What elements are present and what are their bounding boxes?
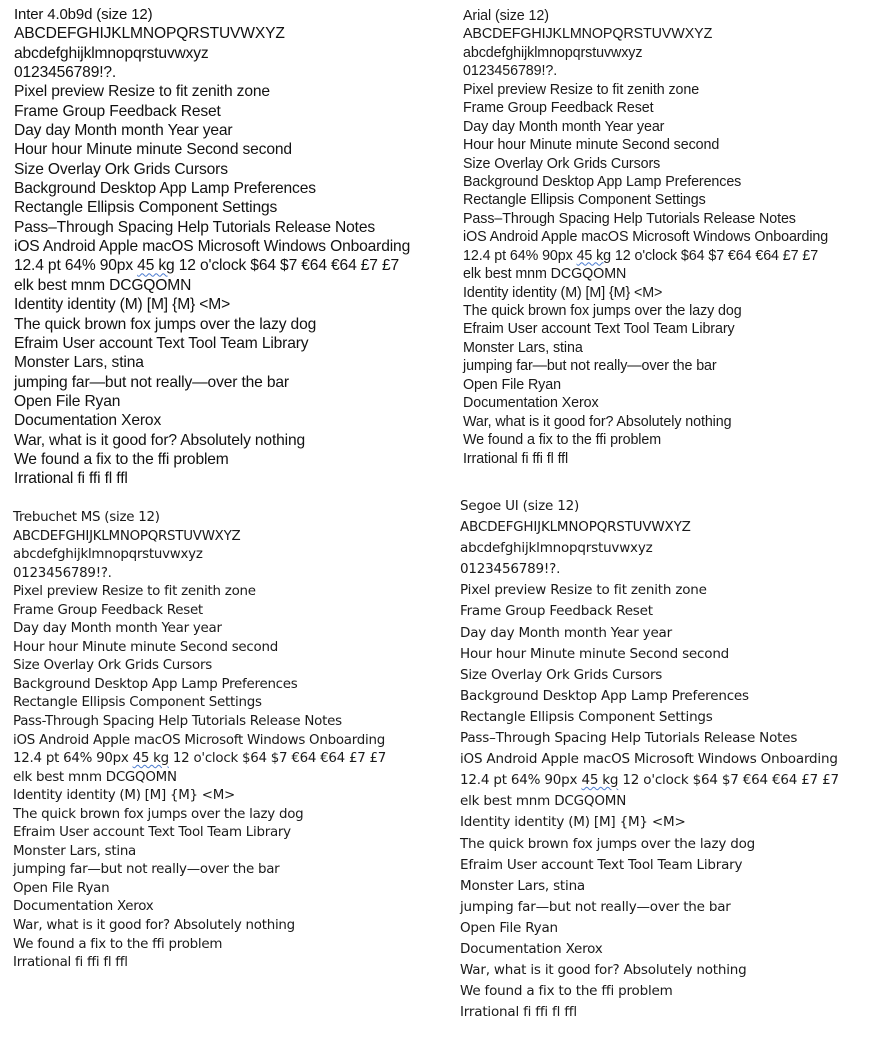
specimen-line: Open File Ryan [460,919,558,936]
specimen-line: iOS Android Apple macOS Microsoft Windows Onboarding [13,732,385,748]
specimen-line: We found a fix to the ffi problem [460,983,673,1000]
specimen-line: Day day Month month Year year [13,621,222,637]
specimen-line: Pixel preview Resize to fit zenith zone [14,83,270,101]
specimen-line: Hour hour Minute minute Second second [460,645,730,662]
specimen-line: Monster Lars, stina [460,877,586,894]
specimen-line-uppercase: ABCDEFGHIJKLMNOPQRSTUVWXYZ [460,519,691,536]
specimen-title: Segoe UI (size 12) [460,498,580,514]
specimen-line: Hour hour Minute minute Second second [463,137,720,154]
specimen-title: Arial (size 12) [463,8,549,24]
specimen-line: Size Overlay Ork Grids Cursors [460,666,663,683]
specimen-line: Monster Lars, stina [14,354,144,372]
specimen-line: Irrational fi ffi fl ffl [460,1004,577,1021]
specimen-line: Hour hour Minute minute Second second [14,141,292,159]
specimen-line: Background Desktop App Lamp Preferences [463,173,742,190]
specimen-line: Rectangle Ellipsis Component Settings [460,708,713,725]
specimen-line: Efraim User account Text Tool Team Library [460,856,743,873]
spellcheck-squiggle: 45 kg [576,247,612,264]
specimen-line: elk best mnm DCGQOMN [14,276,192,294]
specimen-line: Rectangle Ellipsis Component Settings [14,199,278,217]
specimen-trebuchet [13,509,386,973]
specimen-line: Day day Month month Year year [460,624,672,641]
specimen-line: Open File Ryan [14,392,121,410]
specimen-line-lowercase: abcdefghijklmnopqrstuvwxyz [14,44,209,62]
specimen-line: Day day Month month Year year [14,122,233,140]
specimen-line: Efraim User account Text Tool Team Library [463,321,735,338]
specimen-line: Pass-Through Spacing Help Tutorials Release Notes [13,714,342,730]
specimen-line: Background Desktop App Lamp Preferences [460,687,749,704]
specimen-line: We found a fix to the ffi problem [463,432,662,449]
specimen-line: Pass–Through Spacing Help Tutorials Release Notes [14,218,376,236]
specimen-line: Open File Ryan [463,376,561,393]
specimen-line: We found a fix to the ffi problem [14,450,229,468]
specimen-line: Documentation Xerox [463,395,599,412]
specimen-line: Irrational fi ffi fl ffl [14,470,128,488]
specimen-title: Trebuchet MS (size 12) [13,510,160,525]
specimen-line: Frame Group Feedback Reset [13,602,203,618]
specimen-line: Identity identity (M) [M] {M} <M> [460,814,686,831]
specimen-line: War, what is it good for? Absolutely nothing [14,431,306,449]
specimen-line: Frame Group Feedback Reset [463,100,654,117]
specimen-line: The quick brown fox jumps over the lazy dog [13,806,304,822]
specimen-line: Day day Month month Year year [463,118,665,135]
specimen-line-units: 12.4 pt 64% 90px 45 kg 12 o'clock $64 $7 €64 €64 £7 £7 [463,247,819,264]
specimen-line: The quick brown fox jumps over the lazy dog [14,315,317,333]
specimen-line: Pixel preview Resize to fit zenith zone [463,81,700,98]
specimen-line: Size Overlay Ork Grids Cursors [463,155,661,172]
specimen-line-units: 12.4 pt 64% 90px 45 kg 12 o'clock $64 $7 €64 €64 £7 £7 [13,751,387,767]
specimen-line: Documentation Xerox [13,899,154,915]
specimen-line: jumping far—but not really—over the bar [13,862,280,878]
specimen-line: Monster Lars, stina [463,339,583,356]
specimen-line: jumping far—but not really—over the bar [14,373,289,391]
specimen-line: Open File Ryan [13,880,110,896]
specimen-line: iOS Android Apple macOS Microsoft Windows Onboarding [14,238,411,256]
specimen-line: Background Desktop App Lamp Preferences [14,180,316,198]
specimen-line: Identity identity (M) [M] {M} <M> [463,284,663,301]
specimen-title: Inter 4.0b9d (size 12) [14,6,153,23]
specimen-line: jumping far—but not really—over the bar [463,358,717,375]
specimen-line-uppercase: ABCDEFGHIJKLMNOPQRSTUVWXYZ [13,528,241,544]
specimen-line: Rectangle Ellipsis Component Settings [13,695,262,711]
specimen-line-digits: 0123456789!?. [14,64,117,82]
specimen-line: jumping far—but not really—over the bar [460,898,731,915]
specimen-line: War, what is it good for? Absolutely nothing [463,413,732,430]
spellcheck-squiggle: 45 kg [137,257,175,275]
specimen-arial [463,7,828,468]
specimen-line-digits: 0123456789!?. [460,561,561,578]
specimen-line: Background Desktop App Lamp Preferences [13,676,298,692]
specimen-line: Hour hour Minute minute Second second [13,639,278,655]
specimen-line-digits: 0123456789!?. [13,565,112,581]
specimen-line: Pass–Through Spacing Help Tutorials Release Notes [460,730,798,747]
spellcheck-squiggle: 45 kg [581,772,619,789]
specimen-line-units: 12.4 pt 64% 90px 45 kg 12 o'clock $64 $7 €64 €64 £7 £7 [460,772,839,789]
specimen-line: elk best mnm DCGQOMN [13,769,177,785]
specimen-line: Pixel preview Resize to fit zenith zone [460,582,707,599]
specimen-line-lowercase: abcdefghijklmnopqrstuvwxyz [13,547,203,563]
specimen-line: Pass–Through Spacing Help Tutorials Release Notes [463,210,796,227]
specimen-line: Frame Group Feedback Reset [14,102,221,120]
specimen-segoe [460,496,839,1023]
specimen-line: The quick brown fox jumps over the lazy dog [463,303,742,319]
specimen-line-digits: 0123456789!?. [463,63,558,80]
specimen-line: Efraim User account Text Tool Team Library [14,334,309,352]
specimen-line: elk best mnm DCGQOMN [460,793,627,810]
specimen-line: Documentation Xerox [14,412,162,430]
specimen-line: Rectangle Ellipsis Component Settings [463,192,706,209]
specimen-line: elk best mnm DCGQOMN [463,266,627,283]
spellcheck-squiggle: 45 kg [132,751,169,767]
specimen-line: Size Overlay Ork Grids Cursors [14,160,228,178]
specimen-line: Pixel preview Resize to fit zenith zone [13,584,256,600]
specimen-line: Irrational fi ffi fl ffl [463,450,569,467]
specimen-line: War, what is it good for? Absolutely nothing [13,918,295,934]
specimen-line-lowercase: abcdefghijklmnopqrstuvwxyz [463,44,643,61]
specimen-line: Size Overlay Ork Grids Cursors [13,658,212,674]
specimen-line: iOS Android Apple macOS Microsoft Windows Onboarding [463,229,829,246]
specimen-line: Documentation Xerox [460,940,603,957]
specimen-line-uppercase: ABCDEFGHIJKLMNOPQRSTUVWXYZ [463,26,713,43]
specimen-inter [14,5,410,489]
specimen-line-lowercase: abcdefghijklmnopqrstuvwxyz [460,540,653,557]
specimen-line: iOS Android Apple macOS Microsoft Windows Onboarding [460,751,838,768]
specimen-line: We found a fix to the ffi problem [13,936,223,952]
specimen-line: Identity identity (M) [M] {M} <M> [14,296,231,314]
specimen-line: Monster Lars, stina [13,843,137,859]
specimen-line: War, what is it good for? Absolutely nothing [460,962,747,979]
specimen-line: Efraim User account Text Tool Team Library [13,825,291,841]
specimen-line: Identity identity (M) [M] {M} <M> [13,788,236,804]
specimen-line-uppercase: ABCDEFGHIJKLMNOPQRSTUVWXYZ [14,25,285,43]
specimen-line-units: 12.4 pt 64% 90px 45 kg 12 o'clock $64 $7 €64 €64 £7 £7 [14,257,400,275]
specimen-line: Frame Group Feedback Reset [460,603,653,620]
specimen-line: The quick brown fox jumps over the lazy dog [460,835,756,852]
specimen-line: Irrational fi ffi fl ffl [13,955,128,971]
